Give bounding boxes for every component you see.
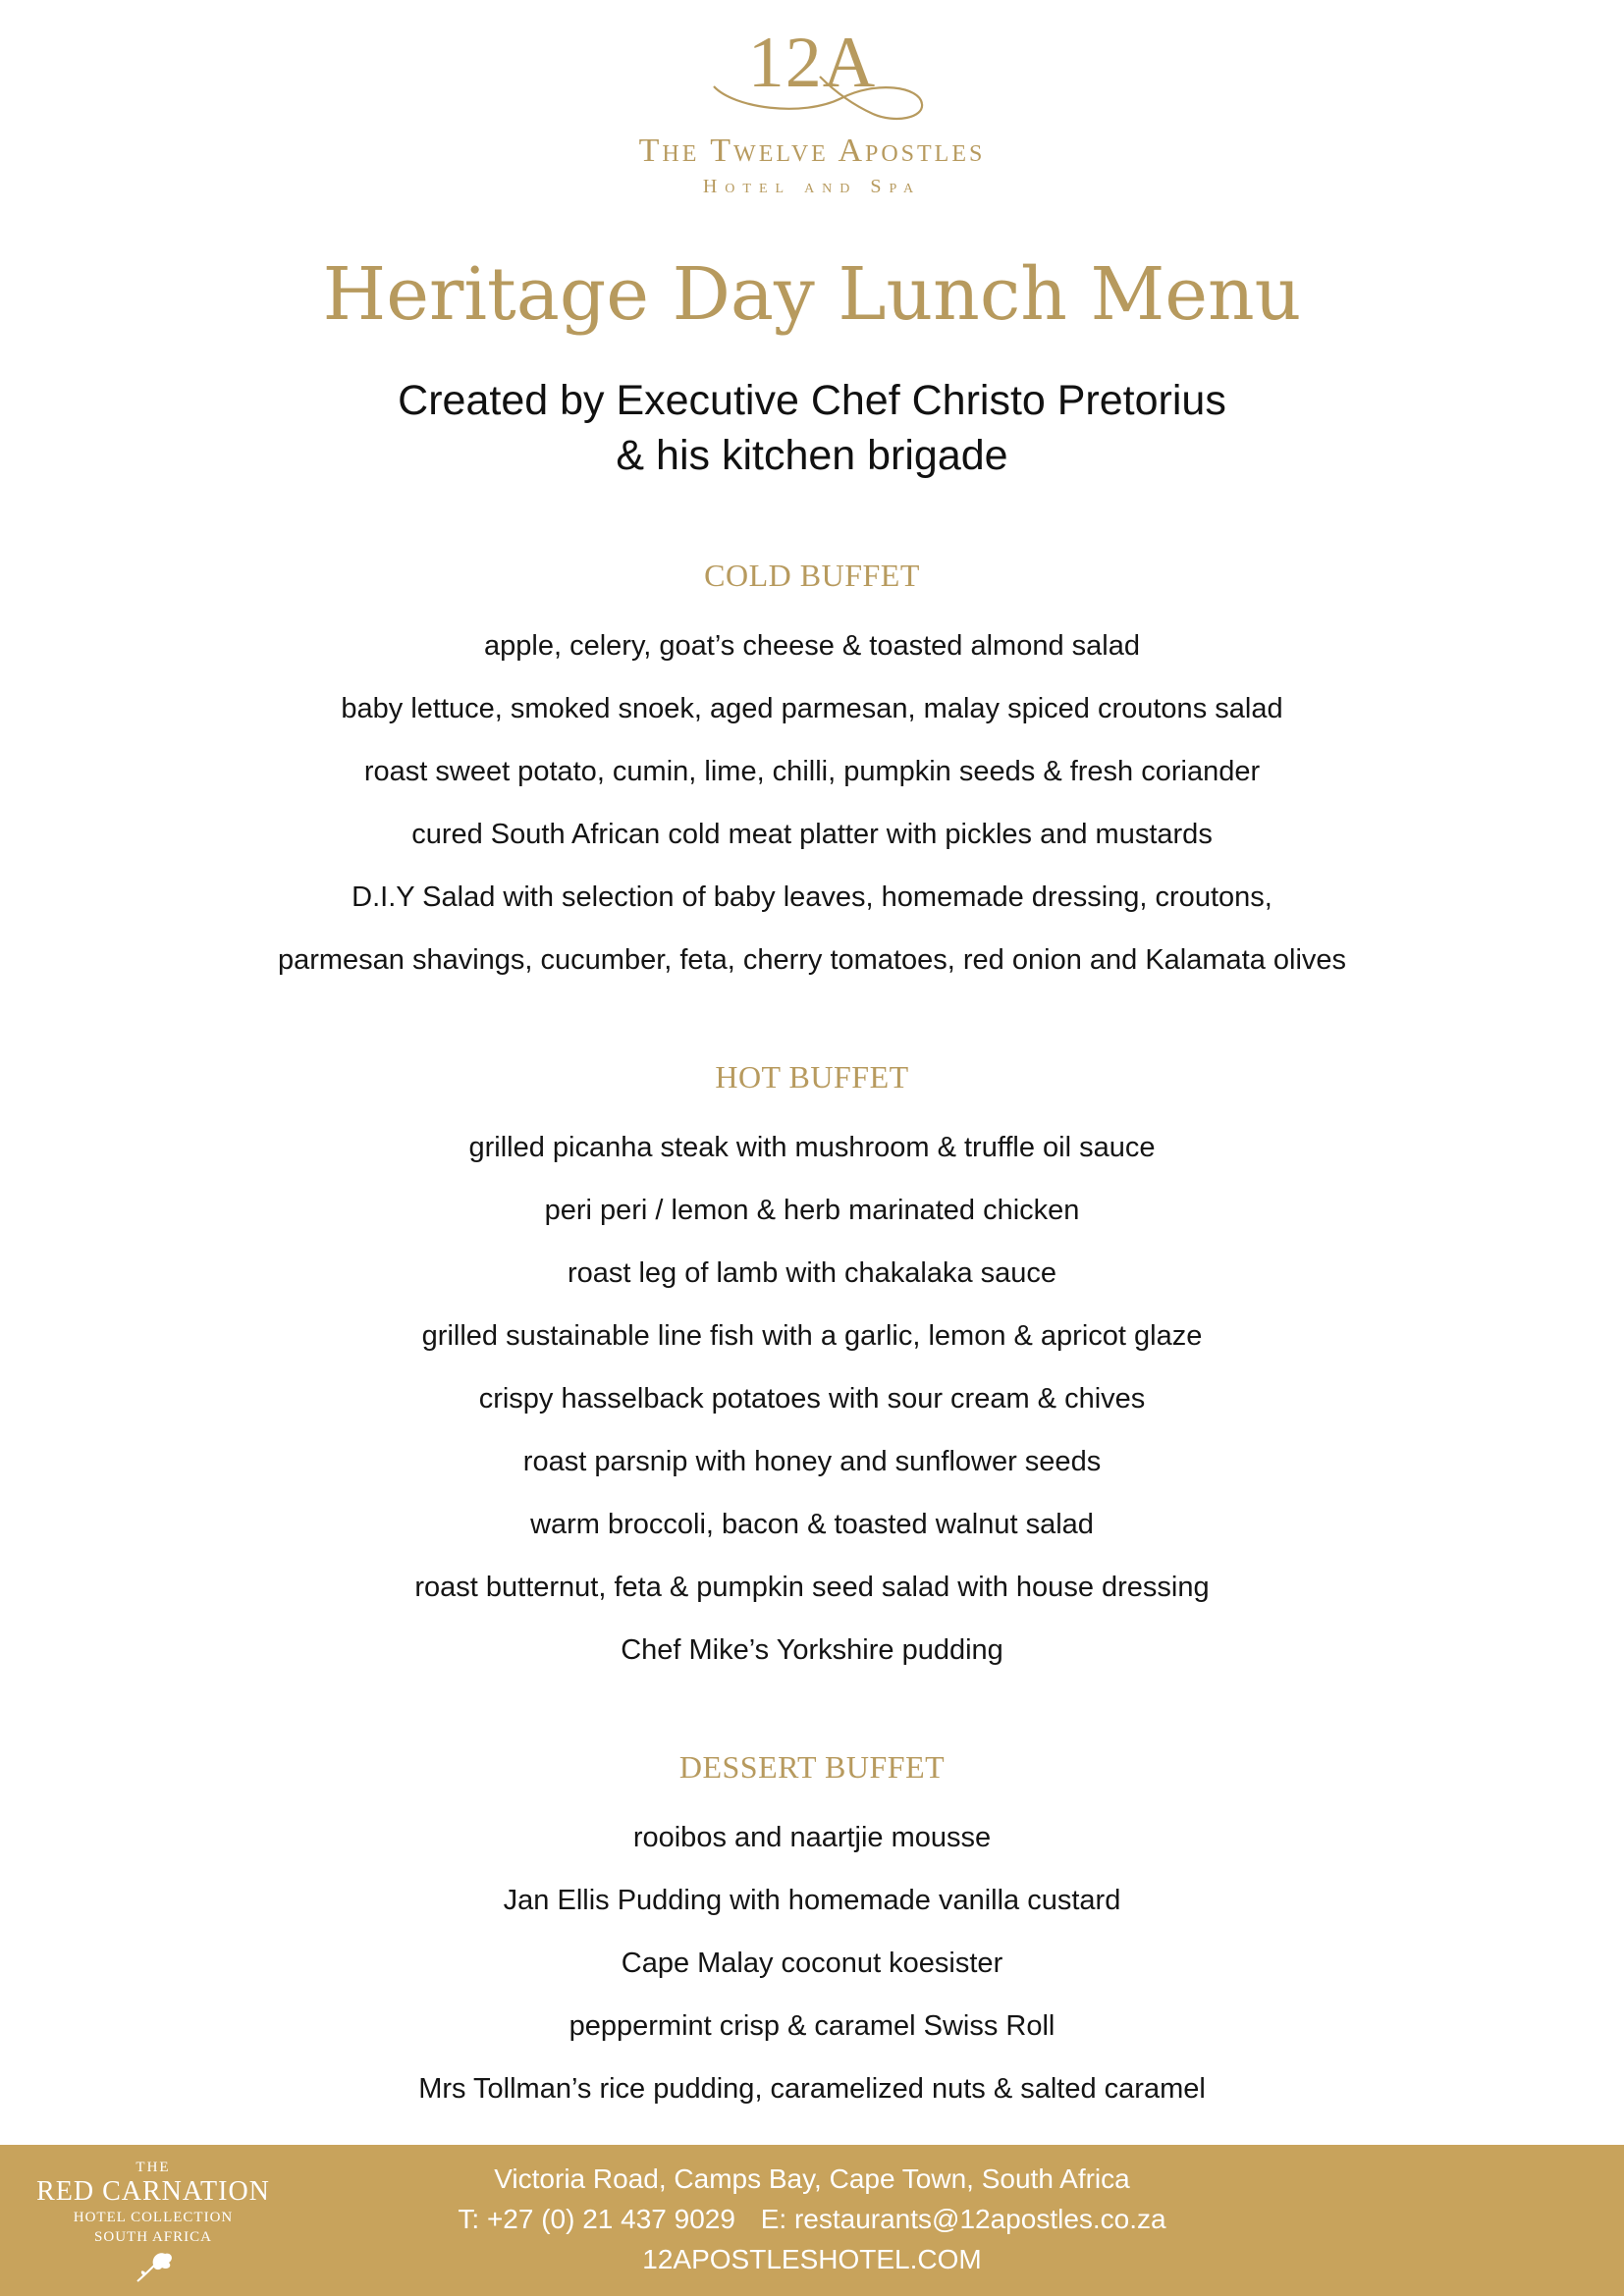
- dessert-buffet-section: [0, 1745, 1624, 2120]
- menu-item: rooibos and naartjie mousse: [632, 1822, 992, 1853]
- menu-item: peppermint crisp & caramel Swiss Roll: [568, 2010, 1056, 2042]
- subtitle-line: Created by Executive Chef Christo Pretorius: [398, 377, 1226, 424]
- menu-item: peri peri / lemon & herb marinated chicken: [544, 1195, 1080, 1226]
- email-label: E:: [760, 2204, 787, 2234]
- hotel-tagline: Hotel and Spa: [702, 176, 922, 197]
- hotel-name: The Twelve Apostles: [638, 133, 986, 169]
- menu-item: cured South African cold meat platter with pickles and mustards: [411, 819, 1213, 850]
- brand-name: RED CARNATION: [36, 2176, 270, 2207]
- phone-email-line: [0, 2199, 1624, 2239]
- website-link[interactable]: 12APOSTLESHOTEL.COM: [642, 2244, 982, 2274]
- menu-item: roast butternut, feta & pumpkin seed salad with house dressing: [414, 1572, 1210, 1603]
- brand-collection: HOTEL COLLECTION: [73, 2210, 234, 2225]
- logo-mark: [694, 23, 930, 137]
- menu-item: roast parsnip with honey and sunflower seeds: [522, 1446, 1102, 1477]
- menu-item: apple, celery, goat’s cheese & toasted almond salad: [484, 630, 1140, 662]
- menu-item: roast sweet potato, cumin, lime, chilli, pumpkin seeds & fresh coriander: [363, 756, 1261, 787]
- menu-item: roast leg of lamb with chakalaka sauce: [567, 1257, 1057, 1289]
- cold-buffet-section: [0, 554, 1624, 991]
- menu-item: Cape Malay coconut koesister: [621, 1948, 1003, 1979]
- menu-item: Jan Ellis Pudding with homemade vanilla custard: [503, 1885, 1121, 1916]
- page-subtitle: [0, 373, 1624, 483]
- section-heading: DESSERT BUFFET: [678, 1749, 946, 1785]
- contact-block: [0, 2159, 1624, 2279]
- menu-item: grilled picanha steak with mushroom & truffle oil sauce: [468, 1132, 1156, 1163]
- brand-region: SOUTH AFRICA: [94, 2229, 212, 2245]
- footer-bar: [0, 2145, 1624, 2296]
- subtitle-line: & his kitchen brigade: [616, 432, 1008, 479]
- phone-label: T:: [458, 2204, 480, 2234]
- hotel-logo: [0, 23, 1624, 198]
- menu-item: Mrs Tollman’s rice pudding, caramelized nuts & salted caramel: [418, 2073, 1206, 2105]
- hot-buffet-section: [0, 1055, 1624, 1682]
- page-title: Heritage Day Lunch Menu: [322, 252, 1302, 337]
- menu-item: D.I.Y Salad with selection of baby leaves, homemade dressing, croutons,: [352, 881, 1272, 913]
- section-heading: COLD BUFFET: [704, 558, 920, 593]
- menu-item: parmesan shavings, cucumber, feta, cherry tomatoes, red onion and Kalamata olives: [277, 944, 1347, 976]
- menu-item: baby lettuce, smoked snoek, aged parmesan, malay spiced croutons salad: [341, 693, 1283, 724]
- section-heading: HOT BUFFET: [715, 1059, 909, 1095]
- menu-item: crispy hasselback potatoes with sour cream & chives: [478, 1383, 1146, 1415]
- brand-the: THE: [135, 2160, 171, 2175]
- email-link[interactable]: restaurants@12apostles.co.za: [793, 2204, 1166, 2234]
- menu-item: grilled sustainable line fish with a garlic, lemon & apricot glaze: [421, 1320, 1203, 1352]
- menu-item: warm broccoli, bacon & toasted walnut salad: [530, 1509, 1094, 1540]
- address-line: Victoria Road, Camps Bay, Cape Town, South Africa: [494, 2163, 1130, 2194]
- logo-monogram: 12A: [747, 23, 877, 103]
- phone-number[interactable]: +27 (0) 21 437 9029: [486, 2204, 735, 2234]
- menu-item: Chef Mike’s Yorkshire pudding: [621, 1634, 1003, 1666]
